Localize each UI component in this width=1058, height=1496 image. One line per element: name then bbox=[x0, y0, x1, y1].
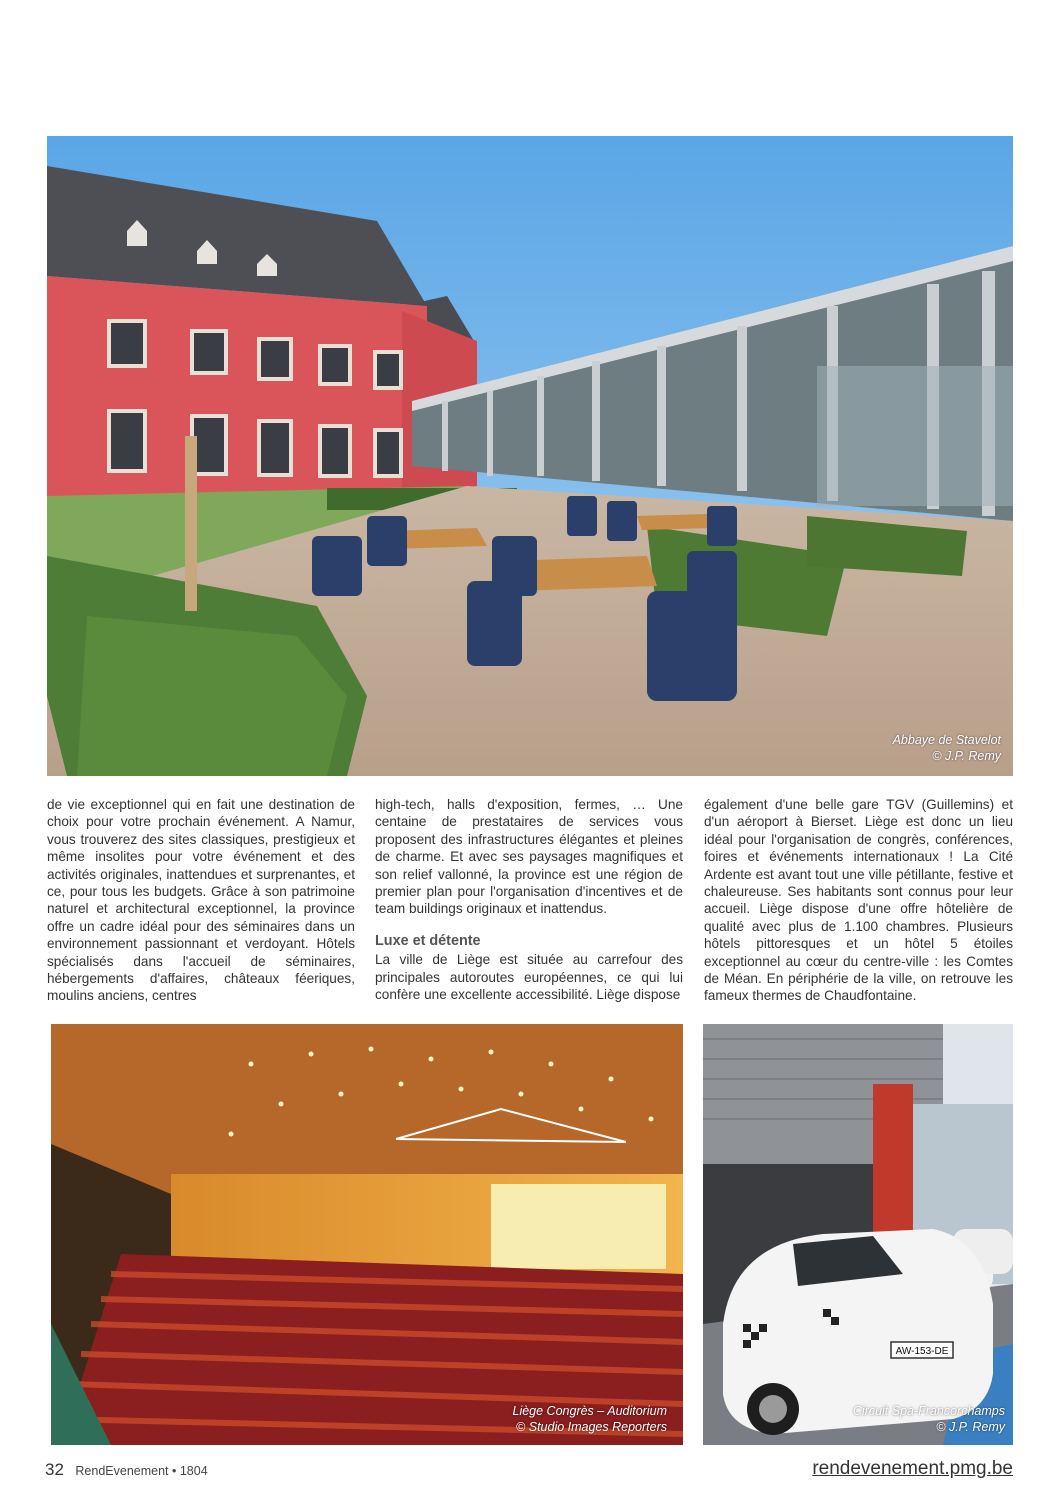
article-paragraph: de vie exceptionnel qui en fait une destination de choix pour votre prochain événement. A Namur, vous trouverez des sites classiques, prestigieux et même insolites pour votre événement et des activités originales, inattendues et surprenantes, et ce, pour tous les budgets. Grâce à son patrimoine naturel et architectural exceptionnel, la province offre un cadre idéal pour des séminaires dans un environnement passionnant et verdoyant. Hôtels spécialisés dans l'accueil de séminaires, hébergements d'affaires, châteaux féeriques, moulins anciens, centres bbox=[47, 797, 355, 1004]
license-plate-text: AW-153-DE bbox=[895, 1346, 949, 1357]
website-link[interactable]: rendevenement.pmg.be bbox=[812, 1458, 1013, 1479]
circuit-photo-caption bbox=[853, 1403, 1005, 1435]
article-paragraph: high-tech, halls d'exposition, fermes, … Une centaine de prestataires de services vous proposent des infrastructures élégantes et pleines de charme. Et avec ses paysages magnifiques et son relief vallonné, la province est une région de premier plan pour l'organisation d'incentives et de team buildings originaux et inattendus. bbox=[375, 797, 683, 917]
abbey-photo-caption bbox=[893, 732, 1001, 764]
article-paragraph: La ville de Liège est située au carrefour des principales autoroutes européennes, ce qui lui confère une excellente accessibilité. Liège dispose bbox=[375, 952, 683, 1003]
auditorium-caption-title: Liège Congrès – Auditorium bbox=[512, 1404, 667, 1418]
issue-label: RendEvenement • 1804 bbox=[75, 1464, 208, 1478]
page-number: 32 bbox=[45, 1460, 64, 1479]
article-paragraph: également d'une belle gare TGV (Guillemins) et d'un aéroport à Bierset. Liège est donc un lieu idéal pour l'organisation de congrès, conférences, foires et événements internationaux ! La Cité Ardente est avant tout une ville pétillante, festive et chaleureuse. Ses habitants sont connus pour leur accueil. Liège dispose d'une offre hôtelière de qualité avec plus de 1.100 chambres. Plusieurs hôtels pittoresques et un hôtel 5 étoiles exceptionnel au cœur du centre-ville : les Comtes de Méan. En périphérie de la ville, on retrouve les fameux thermes de Chaudfontaine. bbox=[704, 797, 1013, 1004]
circuit-caption-title: Circuit Spa-Francorchamps bbox=[852, 1404, 1005, 1418]
section-heading: Luxe et détente bbox=[375, 932, 481, 949]
circuit-caption-credit: © J.P. Remy bbox=[936, 1420, 1005, 1434]
abbey-caption-credit: © J.P. Remy bbox=[932, 749, 1001, 763]
abbey-photo bbox=[47, 136, 1013, 776]
auditorium-photo bbox=[51, 1024, 683, 1445]
article-column-2 bbox=[375, 796, 683, 1003]
auditorium-photo-caption bbox=[513, 1403, 668, 1435]
abbey-caption-title: Abbaye de Stavelot bbox=[892, 733, 1001, 747]
circuit-photo bbox=[703, 1024, 1013, 1445]
auditorium-caption-credit: © Studio Images Reporters bbox=[516, 1420, 667, 1434]
article-column-1 bbox=[47, 796, 355, 1005]
page-footer-left bbox=[45, 1460, 208, 1480]
article-column-3 bbox=[704, 796, 1013, 1005]
